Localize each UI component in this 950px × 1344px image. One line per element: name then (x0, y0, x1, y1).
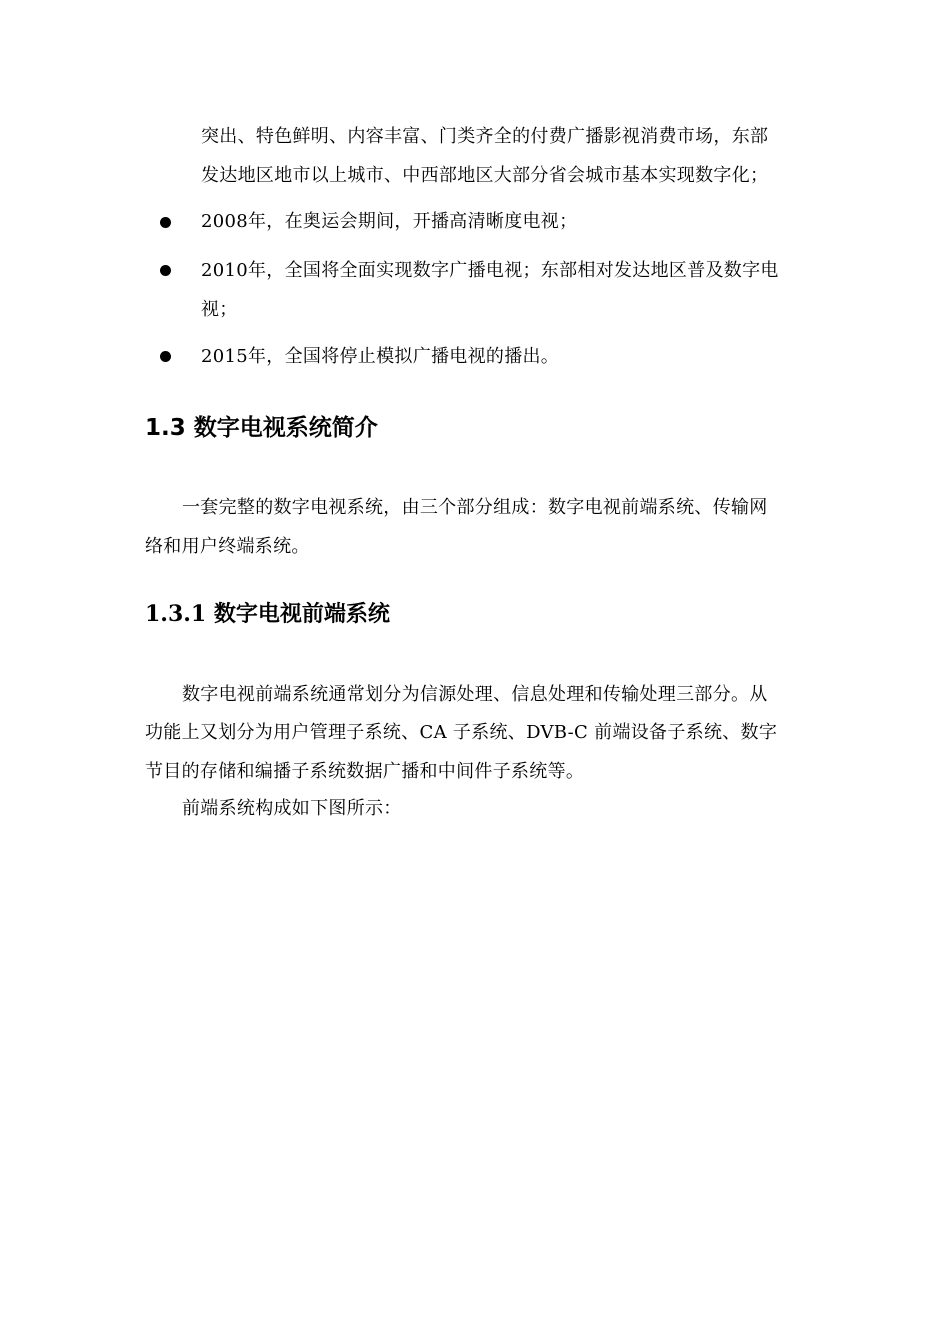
bullet-item-2-line-1: 2010年，全国将全面实现数字广播电视；东部相对发达地区普及数字电 (201, 260, 779, 281)
section-1-3-paragraph-line-1: 一套完整的数字电视系统，由三个部分组成：数字电视前端系统、传输网 (182, 497, 768, 518)
bullet-item-1: 2008年，在奥运会期间，开播高清晰度电视； (201, 211, 578, 232)
section-1-3-1-paragraph-2: 前端系统构成如下图所示： (182, 798, 402, 819)
continuation-line-2: 发达地区地市以上城市、中西部地区大部分省会城市基本实现数字化； (201, 165, 769, 186)
section-1-3-1-paragraph-line-2: 功能上又划分为用户管理子系统、CA 子系统、DVB-C 前端设备子系统、数字 (145, 722, 778, 743)
bullet-item-2-line-2: 视； (201, 299, 238, 320)
section-heading-1-3: 1.3 数字电视系统简介 (145, 415, 378, 441)
section-1-3-1-paragraph-line-3: 节目的存储和编播子系统数据广播和中间件子系统等。 (145, 761, 585, 782)
continuation-line-1: 突出、特色鲜明、内容丰富、门类齐全的付费广播影视消费市场，东部 (201, 126, 769, 147)
bullet-dot-icon (160, 217, 171, 228)
bullet-item-3: 2015年，全国将停止模拟广播电视的播出。 (201, 346, 560, 367)
bullet-dot-icon (160, 265, 171, 276)
section-1-3-1-paragraph-line-1: 数字电视前端系统通常划分为信源处理、信息处理和传输处理三部分。从 (182, 684, 768, 705)
section-heading-1-3-1: 1.3.1 数字电视前端系统 (145, 601, 390, 627)
section-1-3-paragraph-line-2: 络和用户终端系统。 (145, 536, 310, 557)
bullet-dot-icon (160, 351, 171, 362)
